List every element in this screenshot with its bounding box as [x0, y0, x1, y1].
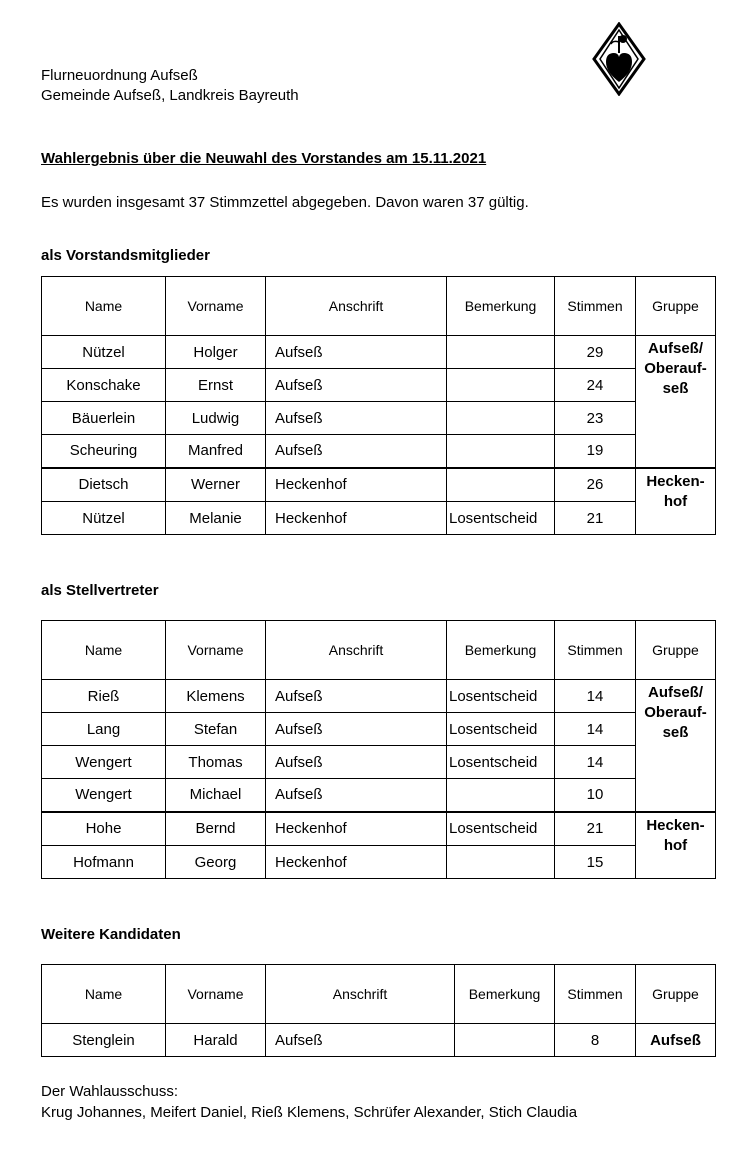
- cell-name: Wengert: [42, 746, 166, 779]
- cell-gruppe: [636, 468, 716, 535]
- cell-stimmen: 10: [555, 779, 636, 812]
- cell-anschrift: Aufseß: [266, 779, 447, 812]
- cell-stimmen: 26: [555, 468, 636, 502]
- cell-anschrift: Aufseß: [266, 402, 447, 435]
- cell-gruppe: [636, 812, 716, 879]
- column-header-bemerkung: Bemerkung: [447, 621, 555, 680]
- document-header: [41, 66, 299, 106]
- table-row: [42, 336, 716, 369]
- cell-bemerkung: [447, 402, 555, 435]
- cell-vorname: Georg: [166, 846, 266, 879]
- cell-bemerkung: [447, 779, 555, 812]
- section-heading-weitere: Weitere Kandidaten: [41, 926, 181, 943]
- cell-name: Dietsch: [42, 468, 166, 502]
- cell-stimmen: 19: [555, 435, 636, 468]
- table-row: [42, 1024, 716, 1057]
- committee-label: Der Wahlausschuss:: [41, 1083, 178, 1100]
- group-line: Hecken-: [646, 472, 705, 490]
- column-header-name: Name: [42, 965, 166, 1024]
- cell-gruppe: [636, 336, 716, 468]
- table-row: [42, 369, 716, 402]
- cell-bemerkung: [447, 846, 555, 879]
- cell-stimmen: 21: [555, 502, 636, 535]
- cell-gruppe: [636, 680, 716, 812]
- group-line: hof: [663, 492, 688, 510]
- column-header-vorname: Vorname: [166, 965, 266, 1024]
- table-row: [42, 435, 716, 468]
- cell-stimmen: 14: [555, 746, 636, 779]
- column-header-vorname: Vorname: [166, 621, 266, 680]
- cell-vorname: Michael: [166, 779, 266, 812]
- column-header-name: Name: [42, 277, 166, 336]
- cell-stimmen: 14: [555, 713, 636, 746]
- cell-anschrift: Aufseß: [266, 336, 447, 369]
- cell-anschrift: Aufseß: [266, 680, 447, 713]
- cell-name: Nützel: [42, 336, 166, 369]
- cell-anschrift: Heckenhof: [266, 468, 447, 502]
- cell-name: Stenglein: [42, 1024, 166, 1057]
- column-header-vorname: Vorname: [166, 277, 266, 336]
- cell-vorname: Stefan: [166, 713, 266, 746]
- cell-bemerkung: Losentscheid: [447, 502, 555, 535]
- cell-stimmen: 29: [555, 336, 636, 369]
- group-line: seß: [662, 380, 689, 397]
- cell-name: Lang: [42, 713, 166, 746]
- cell-stimmen: 23: [555, 402, 636, 435]
- cell-bemerkung: Losentscheid: [447, 812, 555, 846]
- cell-anschrift: Heckenhof: [266, 812, 447, 846]
- cell-name: Rieß: [42, 680, 166, 713]
- cell-bemerkung: [447, 336, 555, 369]
- cell-vorname: Thomas: [166, 746, 266, 779]
- cell-name: Scheuring: [42, 435, 166, 468]
- intro-text: Es wurden insgesamt 37 Stimmzettel abgegeben. Davon waren 37 gültig.: [41, 194, 529, 211]
- table-row: [42, 779, 716, 812]
- cell-vorname: Bernd: [166, 812, 266, 846]
- cell-bemerkung: Losentscheid: [447, 713, 555, 746]
- table-row: [42, 846, 716, 879]
- cell-bemerkung: [455, 1024, 555, 1057]
- cell-stimmen: 14: [555, 680, 636, 713]
- column-header-anschrift: Anschrift: [266, 965, 455, 1024]
- section-heading-stellvertreter: als Stellvertreter: [41, 582, 159, 599]
- cell-vorname: Melanie: [166, 502, 266, 535]
- table-weitere: [41, 964, 716, 1057]
- header-line-2: Gemeinde Aufseß, Landkreis Bayreuth: [41, 87, 299, 104]
- column-header-anschrift: Anschrift: [266, 621, 447, 680]
- table-header-row: [42, 277, 716, 336]
- column-header-gruppe: Gruppe: [636, 965, 716, 1024]
- table-row: [42, 502, 716, 535]
- table-row: [42, 746, 716, 779]
- cell-vorname: Ludwig: [166, 402, 266, 435]
- cell-anschrift: Aufseß: [266, 713, 447, 746]
- cell-anschrift: Aufseß: [266, 746, 447, 779]
- committee-members: Krug Johannes, Meifert Daniel, Rieß Klemens, Schrüfer Alexander, Stich Claudia: [41, 1104, 578, 1121]
- cell-vorname: Harald: [166, 1024, 266, 1057]
- cell-anschrift: Aufseß: [266, 435, 447, 468]
- cell-vorname: Ernst: [166, 369, 266, 402]
- table-stellvertreter: [41, 620, 716, 879]
- table-row: [42, 680, 716, 713]
- cell-vorname: Holger: [166, 336, 266, 369]
- cell-bemerkung: Losentscheid: [447, 680, 555, 713]
- cell-vorname: Klemens: [166, 680, 266, 713]
- cell-vorname: Werner: [166, 468, 266, 502]
- column-header-stimmen: Stimmen: [555, 621, 636, 680]
- cell-stimmen: 21: [555, 812, 636, 846]
- column-header-gruppe: Gruppe: [636, 277, 716, 336]
- cell-bemerkung: Losentscheid: [447, 746, 555, 779]
- cell-name: Nützel: [42, 502, 166, 535]
- group-line: seß: [662, 724, 689, 741]
- column-header-bemerkung: Bemerkung: [447, 277, 555, 336]
- table-row: [42, 812, 716, 846]
- table-header-row: [42, 965, 716, 1024]
- column-header-stimmen: Stimmen: [555, 277, 636, 336]
- election-committee: [41, 1081, 577, 1123]
- cell-anschrift: Aufseß: [266, 1024, 455, 1057]
- group-line: Hecken-: [646, 816, 705, 834]
- table-row: [42, 713, 716, 746]
- cell-anschrift: Aufseß: [266, 369, 447, 402]
- group-line: hof: [663, 836, 688, 854]
- table-row: [42, 468, 716, 502]
- group-line: Aufseß/: [647, 340, 703, 357]
- table-vorstand: [41, 276, 716, 535]
- flurneuordnung-logo-icon: [592, 22, 646, 96]
- cell-anschrift: Heckenhof: [266, 502, 447, 535]
- cell-vorname: Manfred: [166, 435, 266, 468]
- cell-stimmen: 15: [555, 846, 636, 879]
- table-row: [42, 402, 716, 435]
- column-header-stimmen: Stimmen: [555, 965, 636, 1024]
- document-title: Wahlergebnis über die Neuwahl des Vorstandes am 15.11.2021: [41, 150, 487, 167]
- table-header-row: [42, 621, 716, 680]
- cell-name: Konschake: [42, 369, 166, 402]
- column-header-name: Name: [42, 621, 166, 680]
- cell-bemerkung: [447, 435, 555, 468]
- cell-bemerkung: [447, 369, 555, 402]
- cell-name: Bäuerlein: [42, 402, 166, 435]
- header-line-1: Flurneuordnung Aufseß: [41, 67, 198, 84]
- cell-stimmen: 8: [555, 1024, 636, 1057]
- cell-gruppe: Aufseß: [636, 1024, 716, 1057]
- cell-stimmen: 24: [555, 369, 636, 402]
- cell-name: Hohe: [42, 812, 166, 846]
- column-header-anschrift: Anschrift: [266, 277, 447, 336]
- column-header-bemerkung: Bemerkung: [455, 965, 555, 1024]
- cell-anschrift: Heckenhof: [266, 846, 447, 879]
- section-heading-vorstand: als Vorstandsmitglieder: [41, 247, 210, 264]
- cell-bemerkung: [447, 468, 555, 502]
- group-line: Oberauf-: [644, 704, 707, 721]
- column-header-gruppe: Gruppe: [636, 621, 716, 680]
- group-line: Aufseß/: [647, 684, 703, 701]
- cell-name: Wengert: [42, 779, 166, 812]
- group-line: Oberauf-: [644, 360, 707, 377]
- cell-name: Hofmann: [42, 846, 166, 879]
